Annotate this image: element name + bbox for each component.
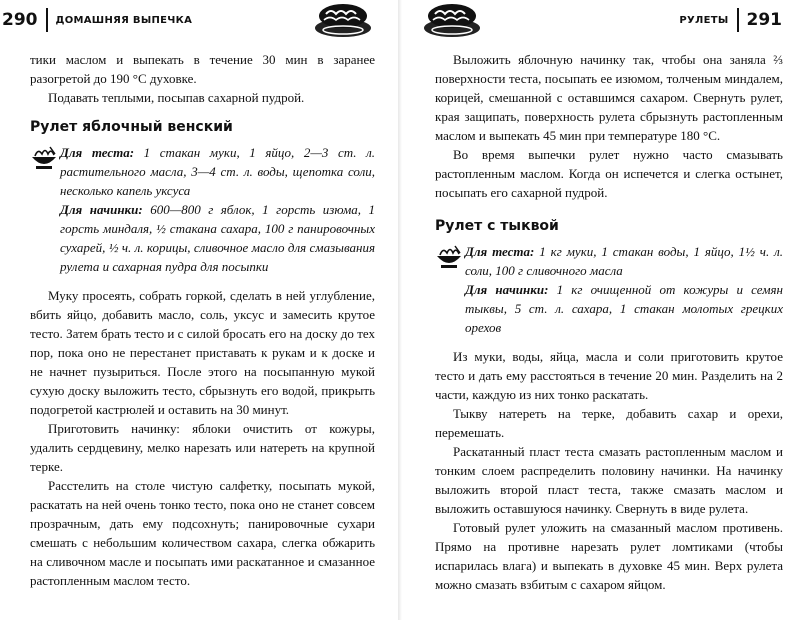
filling-ingredients: 1 кг очищенной от кожуры и семян тыквы, 5 ст. л. сахара, 1 стакан молотых грецких орехов (465, 282, 783, 335)
filling-ingredients: 600—800 г яблок, 1 горсть изюма, 1 горсть миндаля, ½ стакана сахара, 100 г панировочных сухарей, ½ ч. л. корицы, сливочное масло для смазывания рулета и сахарная пудра для посыпки (60, 202, 376, 274)
method-paragraph: Раскатанный пласт теста смазать растопленным маслом и тонким слоем распределить половину начинки. На начинку выложить второй пласт теста, также смазать маслом и выложить оставшуюся начинку. Свернуть в виде рулета. (435, 444, 783, 516)
section-title: ДОМАШНЯЯ ВЫПЕЧКА (55, 14, 193, 26)
dough-bowl-icon (435, 244, 465, 337)
method-paragraph: Из муки, воды, яйца, масла и соли приготовить крутое тесто и дать ему расстояться в течение 20 мин. Разделить на 2 части, каждую из них тонко раскатать. (435, 349, 783, 402)
ingredients-block (30, 143, 375, 276)
header-divider (737, 8, 739, 32)
pastry-bowl-icon (312, 0, 374, 40)
filling-label: Для начинки: (60, 202, 143, 217)
filling-label: Для начинки: (465, 282, 549, 297)
recipe-title: Рулет яблочный венский (30, 119, 233, 135)
right-page (405, 0, 800, 620)
left-page-header (2, 8, 192, 32)
recipe-title: Рулет с тыквой (435, 218, 559, 234)
left-page (0, 0, 395, 620)
intro-paragraph: Выложить яблочную начинку так, чтобы она заняла ⅔ поверхности теста, посыпать ее изюмом, толченым миндалем, корицей, смешанной с оставшимся сахаром. Свернуть рулет, края защипать, поверхность рулета сбрызнуть растопленным маслом и выпекать 45 мин при температуре 180 °С. (435, 52, 783, 143)
right-page-header (679, 8, 782, 32)
method-paragraph: Тыкву натереть на терке, добавить сахар и орехи, перемешать. (435, 406, 783, 440)
dough-ingredients: 1 стакан муки, 1 яйцо, 2—3 ст. л. растительного масла, 3—4 ст. л. воды, щепотка соли, несколько капель уксуса (60, 145, 376, 198)
right-page-body (435, 50, 783, 594)
page-number: 290 (2, 10, 38, 30)
method-paragraph: Готовый рулет уложить на смазанный маслом противень. Прямо на противне нарезать рулет ломтиками (чтобы испарилась влага) и выпекать в духовке 45 мин. Верх рулета можно смазать взбитым с сахаром яйцом. (435, 520, 783, 592)
header-divider (46, 8, 48, 32)
ingredients-block (435, 242, 783, 337)
dough-label: Для теста: (60, 145, 135, 160)
left-page-body (30, 50, 375, 590)
pastry-bowl-icon (421, 0, 483, 40)
intro-paragraph: Во время выпечки рулет нужно часто смазывать растопленным маслом. Когда он испечется и слегка остынет, посыпать его сахарной пудрой. (435, 147, 783, 200)
method-paragraph: Муку просеять, собрать горкой, сделать в ней углубление, вбить яйцо, добавить масло, соль, уксус и замесить крутое тесто. Затем брать тесто и с силой бросать его на доску до тех пор, пока оно не перестанет приставать к рукам и к доске и не начнет пузыриться. После этого на посыпанную мукой сухую доску выложить тесто, сбрызнуть его водой, прикрыть подогретой кастрюлей и оставить на 30 минут. (30, 288, 375, 417)
intro-paragraph: тики маслом и выпекать в течение 30 мин в заранее разогретой до 190 °С духовке. (30, 52, 375, 86)
intro-paragraph: Подавать теплыми, посыпав сахарной пудрой. (48, 90, 305, 105)
method-paragraph: Расстелить на столе чистую салфетку, посыпать мукой, раскатать на ней очень тонко тесто, пока оно не станет совсем прозрачным, дать ему подсохнуть; панировочные сухари смешать с небольшим количеством сахара, слегка обжарить на сливочном масле и посыпать ими раскатанное и смазанное растопленным маслом тесто. (30, 478, 375, 588)
dough-ingredients: 1 кг муки, 1 стакан воды, 1 яйцо, 1½ ч. л. соли, 100 г сливочного масла (465, 244, 784, 278)
page-number: 291 (746, 10, 782, 30)
section-title: РУЛЕТЫ (679, 14, 729, 26)
book-gutter (398, 0, 402, 620)
dough-bowl-icon (30, 145, 60, 276)
method-paragraph: Приготовить начинку: яблоки очистить от кожуры, удалить сердцевину, мелко нарезать или натереть на крупной терке. (30, 421, 375, 474)
dough-label: Для теста: (465, 244, 535, 259)
